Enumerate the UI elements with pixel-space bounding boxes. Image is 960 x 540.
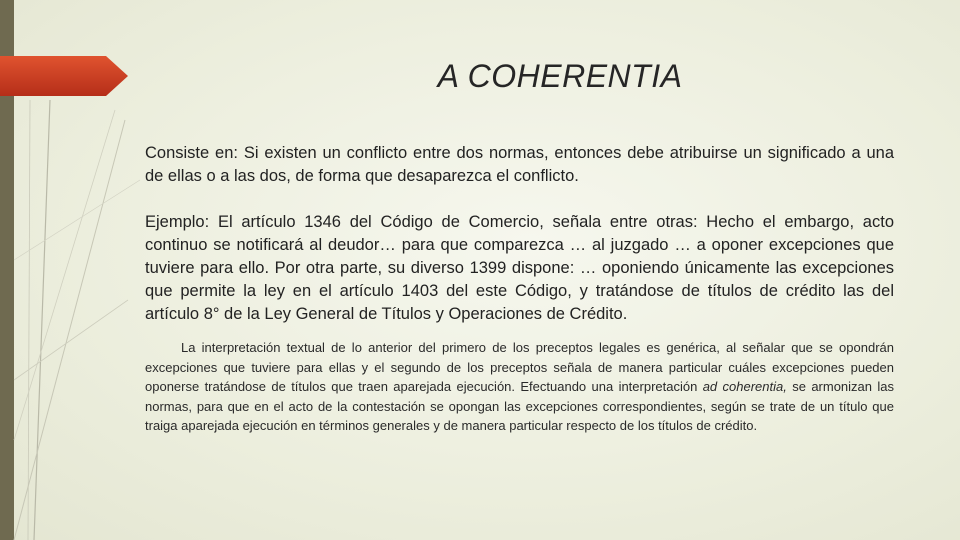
accent-arrow [0, 56, 128, 96]
example-term: Ejemplo [145, 213, 205, 231]
example-text: : El artículo 1346 del Código de Comercio, señala entre otras: Hecho el embargo, acto continuo se notificará al deudor… para que comparezca … al juzgado … a oponer excepciones que tuviere para ello. Por otra parte, su diverso 1399 dispone: … oponiendo únicamente las excepciones que permite la ley en el artículo 1403 del este Código, y tratándose de títulos de crédito las del artículo 8° de la Ley General de Títulos y Operaciones de Crédito. [145, 213, 894, 323]
definition-paragraph [145, 142, 894, 188]
definition-text: : Si existen un conflicto entre dos normas, entonces debe atribuirse un significado a una de ellas o a las dos, de forma que desaparezca el conflicto. [145, 144, 895, 185]
example-paragraph [145, 211, 894, 326]
interpretation-paragraph [145, 338, 894, 436]
slide-body [145, 142, 894, 436]
definition-term: Consiste en [145, 144, 234, 162]
interpretation-text-after: se armonizan las normas, para que en el acto de la contestación se opongan las excepciones correspondientes, según se trate de un título que traiga aparejada ejecución en términos generales y de manera particular respecto de los títulos de crédito. [145, 379, 894, 433]
slide-title: A COHERENTIA [437, 58, 683, 94]
interpretation-text-before: La interpretación textual de lo anterior del primero de los preceptos legales es genérica, al señalar que se opondrán excepciones que tuviere para ellas y el segundo de los preceptos señala de manera particular cuáles excepciones pueden oponerse tratándose de títulos que traen aparejada ejecución. Efectuando una interpretación [145, 340, 894, 394]
interpretation-italic: ad coherentia, [702, 379, 787, 394]
